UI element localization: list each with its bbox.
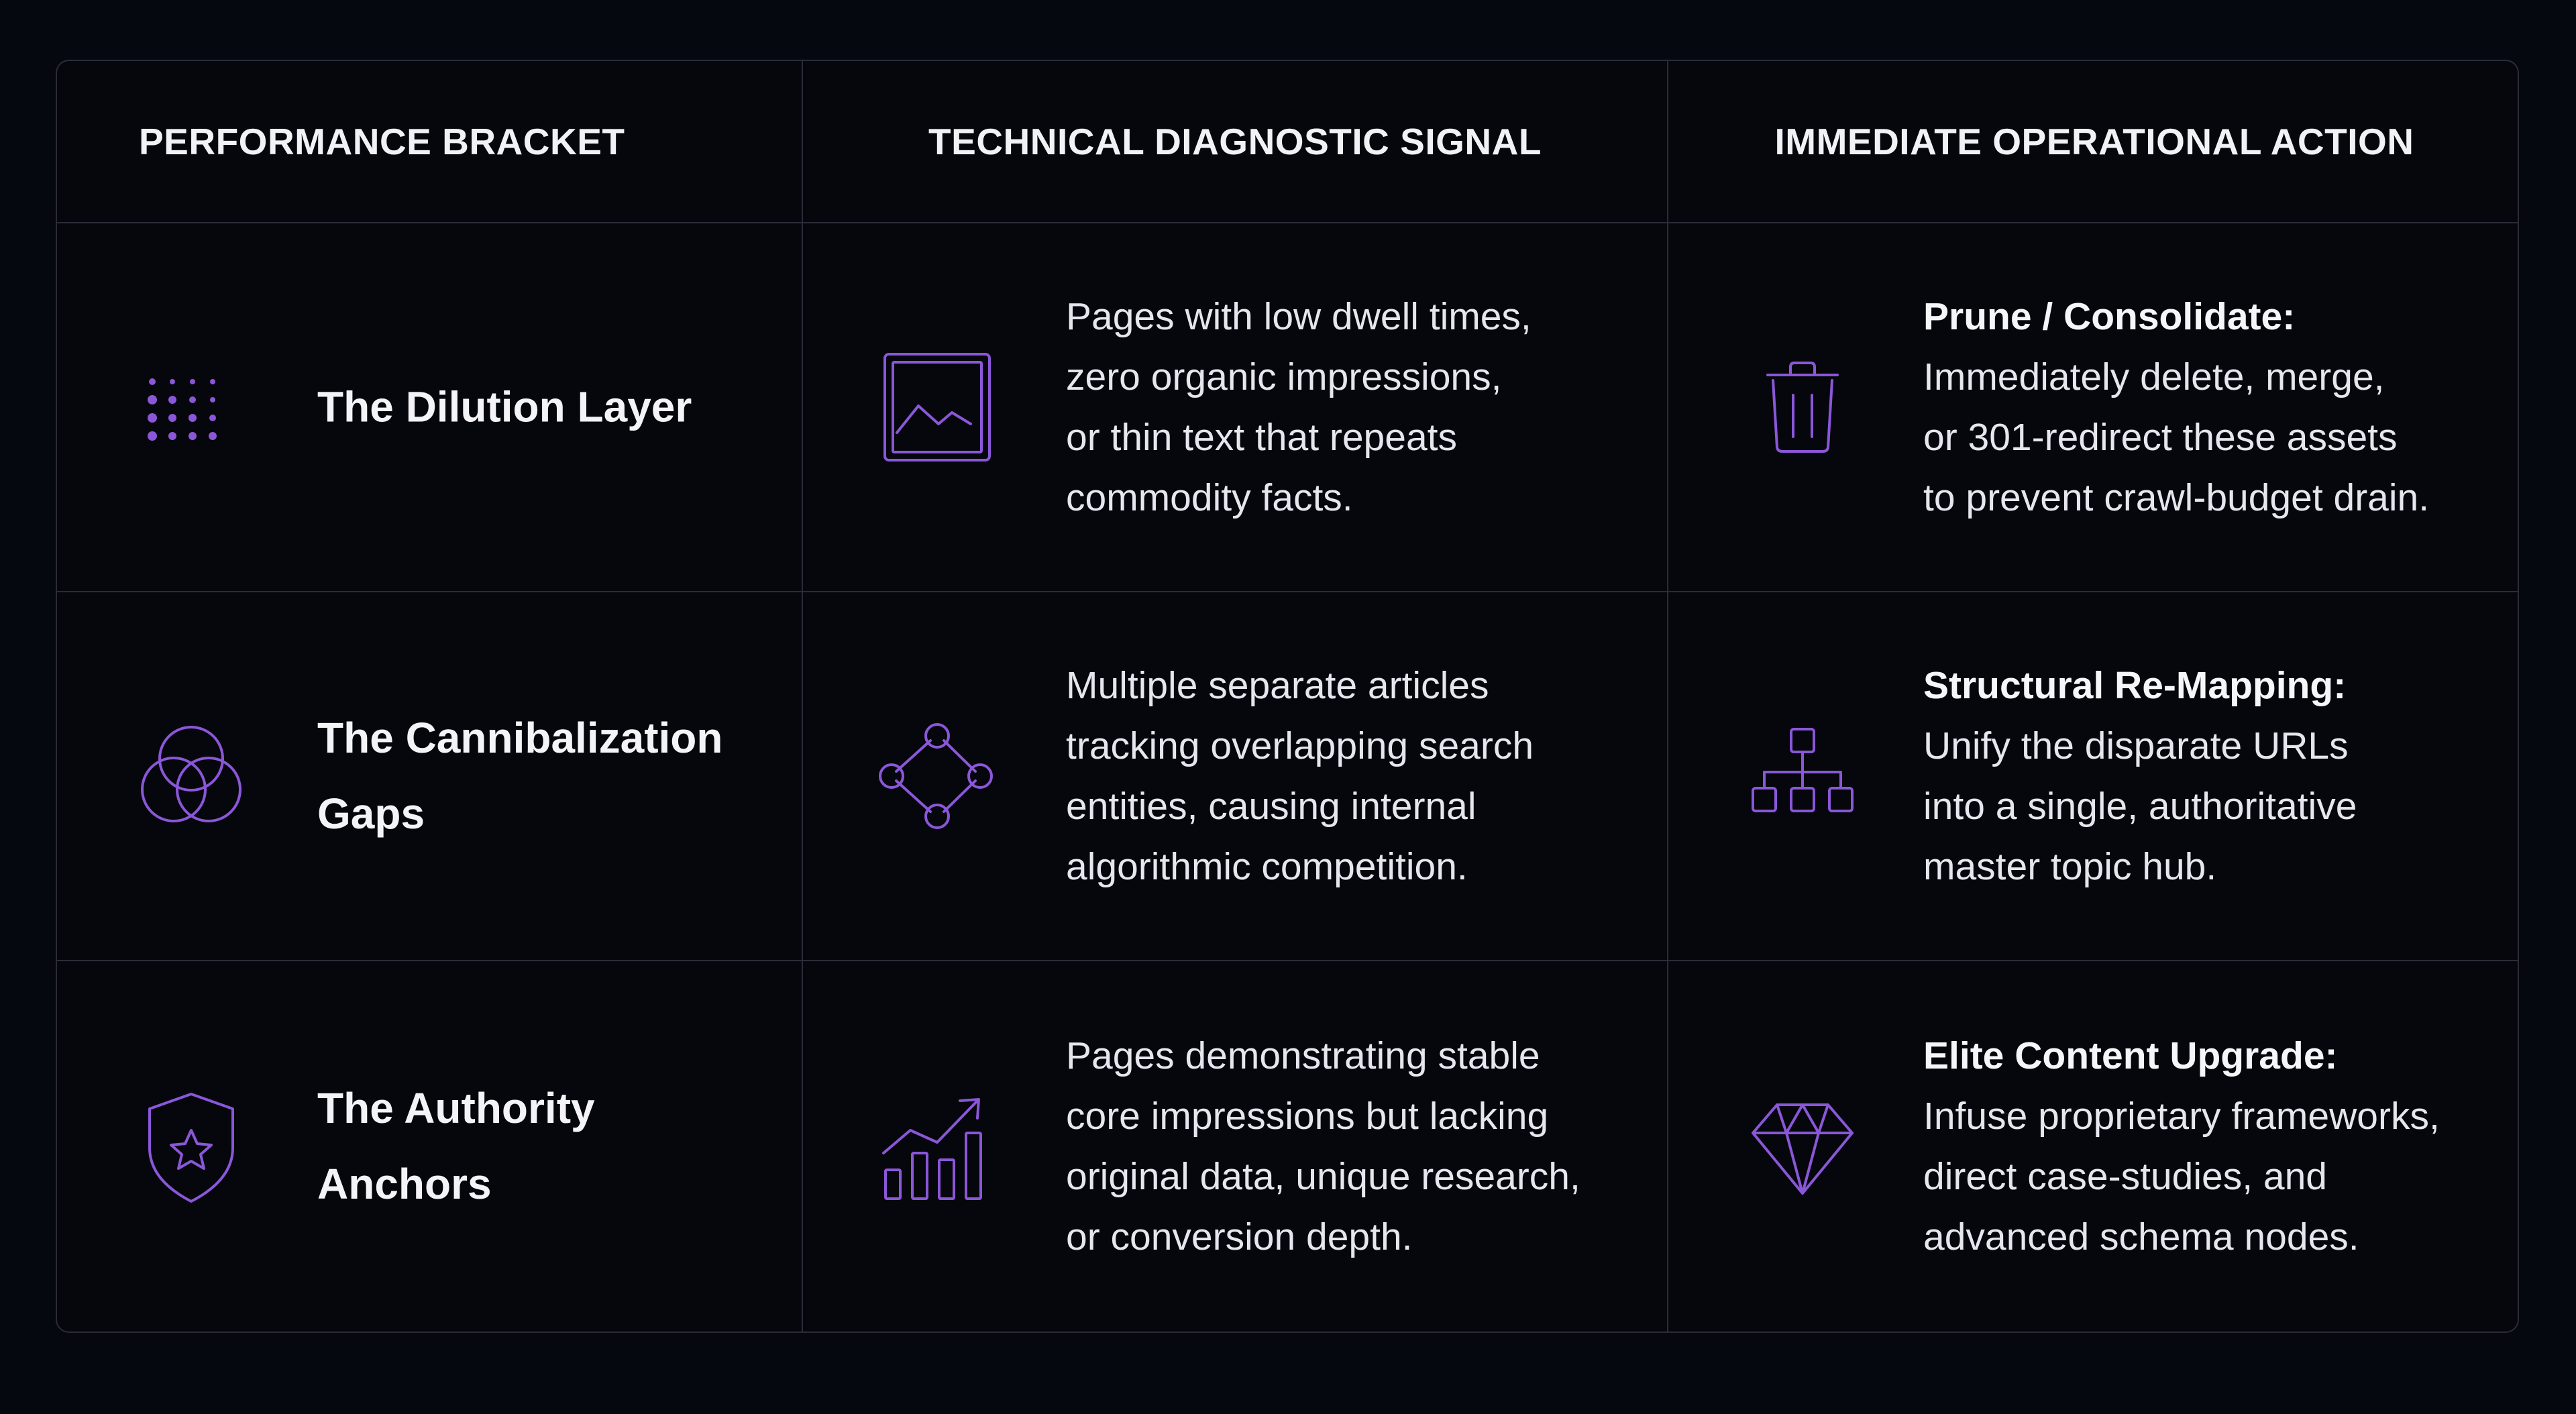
signal-cell-dilution	[803, 223, 1668, 592]
action-label: Structural Re-Mapping:	[1923, 664, 2347, 707]
bracket-cell-cannibalization	[57, 592, 803, 961]
signal-cell-authority	[803, 961, 1668, 1331]
header-performance-bracket: PERFORMANCE BRACKET	[57, 61, 803, 223]
signal-text: Multiple separate articles tracking overlapping search entities, causing internal algorithmic competition.	[1066, 664, 1534, 888]
line-chart-icon	[877, 347, 998, 468]
bracket-title: The Authority Anchors	[317, 1084, 595, 1208]
bracket-title: The Cannibalization Gaps	[317, 714, 723, 838]
action-label: Elite Content Upgrade:	[1923, 1034, 2338, 1077]
signal-cell-cannibalization	[803, 592, 1668, 961]
header-operational-action: IMMEDIATE OPERATIONAL ACTION	[1668, 61, 2519, 223]
action-text: Prune / Consolidate: Immediately delete, merge, or 301-redirect these assets to prevent crawl-budget drain.	[1923, 286, 2500, 528]
action-text: Structural Re-Mapping: Unify the disparate URLs into a single, authoritative master topic hub.	[1923, 655, 2500, 897]
bracket-cell-authority	[57, 961, 803, 1331]
signal-text: Pages demonstrating stable core impressions but lacking original data, unique research, or conversion depth.	[1066, 1034, 1580, 1258]
signal-text: Pages with low dwell times, zero organic impressions, or thin text that repeats commodity facts.	[1066, 295, 1532, 519]
header-technical-signal: TECHNICAL DIAGNOSTIC SIGNAL	[803, 61, 1668, 223]
bracket-table	[56, 60, 2519, 1333]
action-text: Elite Content Upgrade: Infuse proprietary frameworks, direct case-studies, and advanced schema nodes.	[1923, 1026, 2500, 1267]
action-cell-dilution	[1668, 223, 2519, 592]
shield-star-icon	[131, 1086, 252, 1207]
dot-grid-icon	[131, 347, 252, 468]
action-cell-cannibalization	[1668, 592, 2519, 961]
bracket-title: The Dilution Layer	[317, 382, 692, 431]
action-cell-authority	[1668, 961, 2519, 1331]
bracket-cell-dilution	[57, 223, 803, 592]
action-label: Prune / Consolidate:	[1923, 295, 2296, 338]
hierarchy-icon	[1742, 716, 1863, 836]
diamond-icon	[1742, 1086, 1863, 1207]
trash-icon	[1742, 347, 1863, 468]
venn-circles-icon	[131, 716, 252, 836]
network-nodes-icon	[877, 716, 998, 836]
growth-bars-icon	[877, 1086, 998, 1207]
